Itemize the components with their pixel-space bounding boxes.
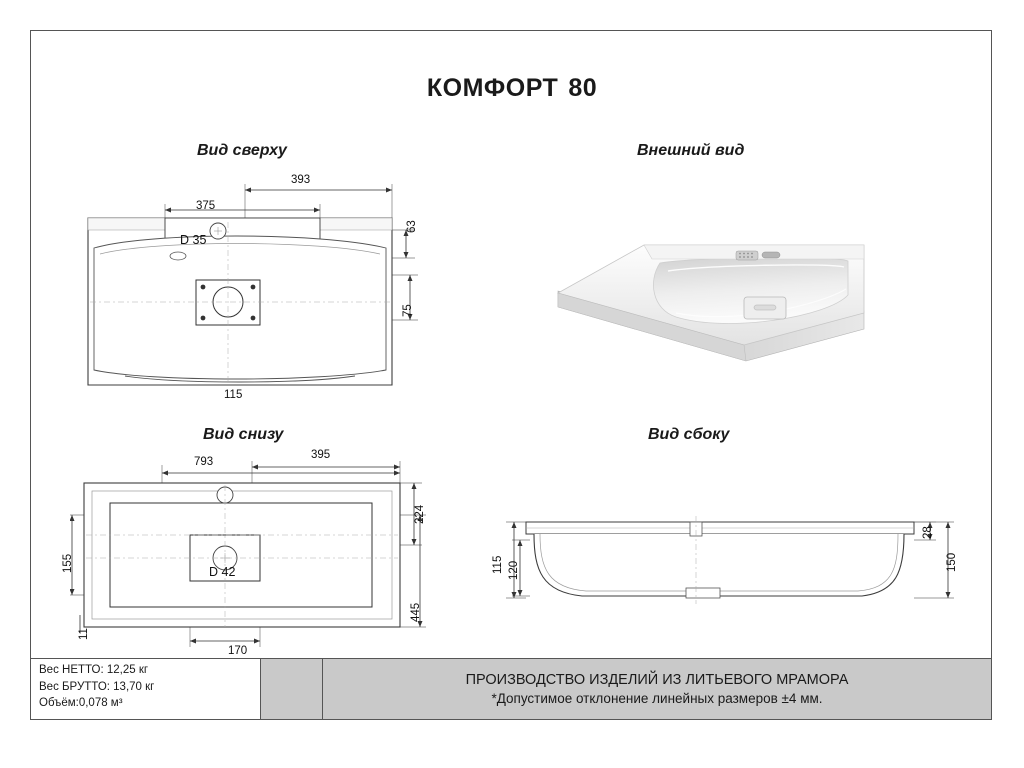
volume: Объём:0,078 м³ (39, 697, 123, 710)
dim-bottom-bracket-width: 170 (228, 645, 248, 657)
dim-bottom-width-inner: 395 (311, 449, 331, 461)
logo-placeholder (261, 659, 323, 719)
outer-view-drawing (548, 225, 868, 375)
dim-bottom-left-offset: 155 (62, 553, 74, 573)
weights-block (31, 659, 261, 719)
dim-bottom-depth-total: 445 (410, 602, 422, 622)
dim-side-height-total: 150 (946, 552, 958, 572)
label-top-view: Вид сверху (197, 142, 287, 159)
page-title (0, 74, 1024, 103)
dim-top-bracket-height: 75 (402, 304, 414, 317)
dim-bottom-edge: 11 (78, 628, 90, 640)
gross-weight: Вес БРУТТО: 13,70 кг (39, 680, 155, 693)
dim-side-rim-thickness: 28 (922, 526, 934, 539)
net-weight: Вес НЕТТО: 12,25 кг (39, 664, 149, 676)
dim-bottom-depth-inner: 224 (414, 504, 426, 524)
dim-bottom-width-outer: 793 (194, 456, 214, 468)
production-line-2: *Допустимое отклонение линейных размеров ±4 мм. (491, 690, 823, 706)
dim-top-width-outer: 393 (291, 174, 311, 186)
info-strip (31, 659, 991, 719)
title-model: 80 (568, 74, 598, 102)
side-view-drawing (490, 500, 970, 630)
label-bottom-view: Вид снизу (203, 426, 284, 443)
dim-top-hole-diameter: D 35 (180, 233, 207, 247)
production-line-1: ПРОИЗВОДСТВО ИЗДЕЛИЙ ИЗ ЛИТЬЕВОГО МРАМОРА (465, 671, 849, 688)
production-note (323, 659, 991, 719)
label-outer-view: Внешний вид (637, 142, 745, 159)
label-side-view: Вид сбоку (648, 426, 730, 443)
bottom-view-drawing (70, 455, 440, 655)
dim-top-width-inner: 375 (196, 200, 216, 212)
dim-top-depth-small: 63 (406, 220, 418, 233)
title-main: КОМФОРТ (426, 74, 559, 102)
dim-side-height-inner: 120 (508, 560, 520, 580)
top-view-drawing (70, 170, 440, 405)
dim-side-height-left: 115 (492, 555, 504, 574)
dim-bottom-hole-diameter: D 42 (209, 565, 236, 579)
dim-top-bracket-width: 115 (224, 389, 243, 401)
